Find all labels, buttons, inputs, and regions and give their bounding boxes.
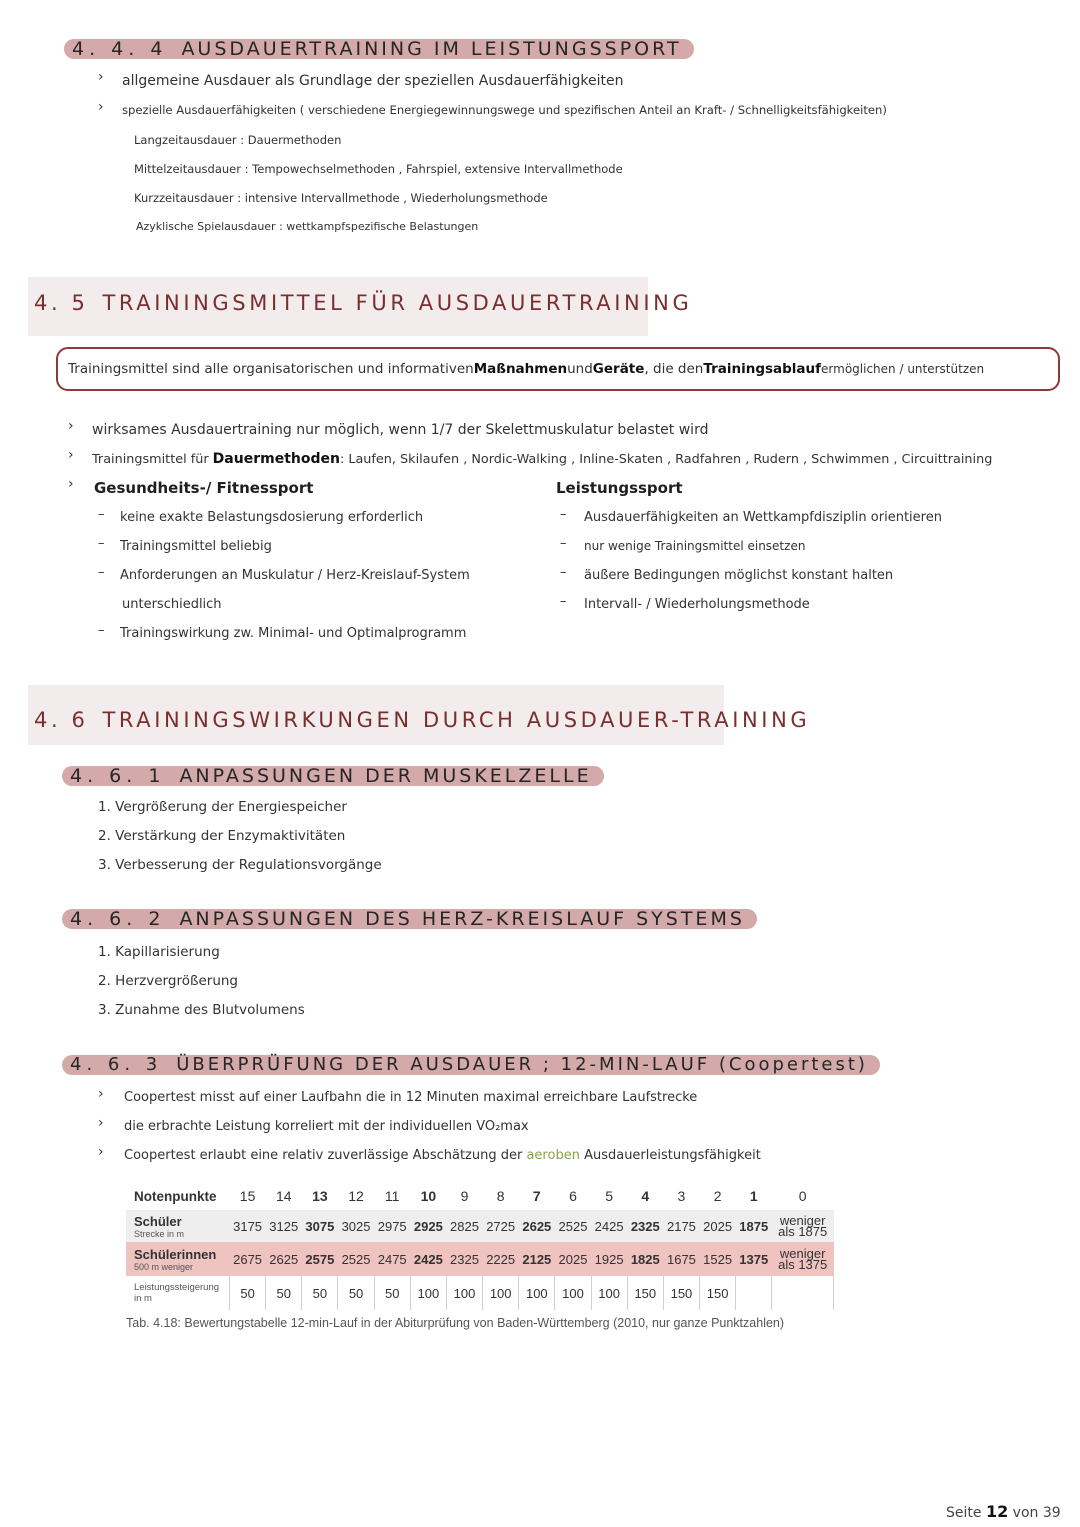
row-label-main: Schüler xyxy=(134,1213,182,1229)
table-cell: 50 xyxy=(230,1276,266,1310)
page-label: Seite xyxy=(946,1505,982,1521)
table-cell: 2525 xyxy=(338,1242,374,1276)
table-cell: 2725 xyxy=(483,1210,519,1242)
table-cell: 2525 xyxy=(555,1210,591,1242)
table-cell: 10 xyxy=(420,1188,437,1204)
cell-line: weniger xyxy=(779,1213,826,1228)
dash-marker-icon: – xyxy=(560,594,567,609)
bullet-text: spezielle Ausdauerfähigkeiten ( verschiedene Energiegewinnungswege und spezifischen Anteil an Kraft- / Schnelligkeitsfähigkeiten) xyxy=(122,103,887,117)
list-item: Trainingswirkung zw. Minimal- und Optimalprogramm xyxy=(120,626,467,641)
table-cell: 2575 xyxy=(302,1242,338,1276)
list-item: Trainingsmittel beliebig xyxy=(120,539,272,554)
table-cell: 150 xyxy=(700,1276,736,1310)
table-cell xyxy=(736,1276,772,1310)
list-item: 3. Zunahme des Blutvolumens xyxy=(98,1002,305,1018)
table-cell: 2625 xyxy=(519,1210,555,1242)
table-cell: 14 xyxy=(275,1188,292,1204)
section-title: ANPASSUNGEN DES HERZ-KREISLAUF SYSTEMS xyxy=(179,908,745,930)
table-cell: 13 xyxy=(312,1188,328,1204)
section-heading-box-4-5 xyxy=(28,277,693,336)
highlighted-word: aeroben xyxy=(526,1148,580,1163)
list-item: äußere Bedingungen möglichst konstant halten xyxy=(584,568,894,583)
table-cell: 100 xyxy=(519,1276,555,1310)
bullet-marker-icon: › xyxy=(98,99,104,115)
scoring-table-figure xyxy=(126,1182,834,1330)
table-cell: 100 xyxy=(410,1276,446,1310)
table-cell: 2125 xyxy=(519,1242,555,1276)
table-row xyxy=(126,1242,834,1276)
bullet-keyword: Dauermethoden xyxy=(212,451,340,467)
section-title: ÜBERPRÜFUNG DER AUSDAUER ; 12-MIN-LAUF (Coopertest) xyxy=(176,1054,868,1075)
table-cell: 0 xyxy=(798,1188,807,1204)
table-cell: 2625 xyxy=(266,1242,302,1276)
table-cell: 2325 xyxy=(627,1210,663,1242)
table-header-row xyxy=(126,1182,834,1210)
table-cell: 3125 xyxy=(266,1210,302,1242)
row-label-main: Schülerinnen xyxy=(134,1246,217,1262)
list-item: 1. Vergrößerung der Energiespeicher xyxy=(98,799,347,815)
table-cell: 2675 xyxy=(230,1242,266,1276)
definition-text: Trainingsmittel sind alle organisatorischen und informativen xyxy=(68,361,474,377)
table-cell: 100 xyxy=(591,1276,627,1310)
row-label-sub: Strecke in m xyxy=(134,1228,185,1239)
table-cell: 150 xyxy=(663,1276,699,1310)
section-heading xyxy=(34,708,810,732)
list-item: Mittelzeitausdauer : Tempowechselmethoden , Fahrspiel, extensive Intervallmethode xyxy=(134,162,623,176)
definition-text: und xyxy=(567,361,593,377)
bullet-text: die erbrachte Leistung korreliert mit der individuellen VO₂max xyxy=(124,1119,529,1134)
table-cell: 100 xyxy=(446,1276,482,1310)
bullet-marker-icon: › xyxy=(98,1144,104,1160)
list-item: Azyklische Spielausdauer : wettkampfspezifische Belastungen xyxy=(136,220,479,233)
table-cell: 6 xyxy=(569,1188,577,1204)
section-number: 4. 5 xyxy=(34,291,89,315)
table-cell: 9 xyxy=(460,1188,469,1204)
bullet-marker-icon: › xyxy=(98,1086,104,1102)
section-number: 4. 6. 3 xyxy=(70,1054,163,1075)
table-cell: 12 xyxy=(348,1188,364,1204)
table-cell: 2225 xyxy=(483,1242,519,1276)
dash-marker-icon: – xyxy=(98,507,105,522)
section-heading-box-4-6 xyxy=(28,685,811,745)
list-item: 1. Kapillarisierung xyxy=(98,944,220,960)
table-cell xyxy=(772,1276,834,1310)
table-cell: 1525 xyxy=(700,1242,736,1276)
table-cell: 2025 xyxy=(555,1242,591,1276)
definition-keyword: Trainingsablauf xyxy=(703,361,822,377)
table-cell: 3175 xyxy=(230,1210,266,1242)
list-item: Ausdauerfähigkeiten an Wettkampfdisziplin orientieren xyxy=(584,510,942,525)
cell-line: als 1375 xyxy=(778,1257,828,1272)
list-item: Anforderungen an Muskulatur / Herz-Kreislauf-System xyxy=(120,568,470,583)
section-number: 4. 4. 4 xyxy=(72,38,168,60)
table-cell: 11 xyxy=(384,1188,400,1204)
bullet-marker-icon: › xyxy=(98,69,104,85)
table-cell: 2975 xyxy=(374,1210,410,1242)
row-label: Notenpunkte xyxy=(134,1188,217,1204)
section-title: TRAININGSMITTEL FÜR AUSDAUERTRAINING xyxy=(102,291,693,315)
bullet-text-part: : Laufen, Skilaufen , Nordic-Walking , Inline-Skaten , Radfahren , Rudern , Schwimmen , Circuittraining xyxy=(339,452,993,467)
bullet-text xyxy=(124,1148,761,1163)
definition-text: , die den xyxy=(644,361,704,377)
table-cell: 2425 xyxy=(410,1242,446,1276)
table-row xyxy=(126,1210,834,1242)
list-item: 3. Verbesserung der Regulationsvorgänge xyxy=(98,857,382,873)
section-heading xyxy=(34,291,692,315)
row-label xyxy=(126,1276,230,1310)
list-item: Kurzzeitausdauer : intensive Intervallmethode , Wiederholungsmethode xyxy=(134,191,548,205)
table-cell: 100 xyxy=(483,1276,519,1310)
table-cell: 2025 xyxy=(700,1210,736,1242)
column-heading-right: Leistungssport xyxy=(556,479,683,497)
dash-marker-icon: – xyxy=(98,565,105,580)
subsection-heading-4-4-4 xyxy=(64,39,694,59)
section-number: 4. 6 xyxy=(34,708,89,732)
table-cell: 3 xyxy=(677,1188,686,1204)
section-number: 4. 6. 1 xyxy=(70,765,166,787)
table-cell: 2 xyxy=(713,1188,722,1204)
table-cell: 1375 xyxy=(736,1242,772,1276)
bullet-text: Coopertest misst auf einer Laufbahn die in 12 Minuten maximal erreichbare Laufstrecke xyxy=(124,1090,698,1105)
table-cell xyxy=(772,1242,834,1276)
section-title: ANPASSUNGEN DER MUSKELZELLE xyxy=(179,765,592,787)
table-cell: 7 xyxy=(532,1188,541,1204)
table-caption: Tab. 4.18: Bewertungstabelle 12-min-Lauf in der Abiturprüfung von Baden-Württemberg (2010, nur ganze Punktzahlen) xyxy=(126,1316,785,1330)
definition-keyword: Maßnahmen xyxy=(473,361,568,377)
table-cell: 50 xyxy=(302,1276,338,1310)
section-title: TRAININGSWIRKUNGEN DURCH AUSDAUER-TRAINING xyxy=(102,708,811,732)
column-heading-left: Gesundheits-/ Fitnessport xyxy=(94,479,314,497)
table-cell: 5 xyxy=(605,1188,614,1204)
list-item-continuation: unterschiedlich xyxy=(122,597,222,612)
table-cell: 50 xyxy=(374,1276,410,1310)
list-item: 2. Herzvergrößerung xyxy=(98,973,238,989)
dash-marker-icon: – xyxy=(560,536,567,551)
table-cell: 2175 xyxy=(663,1210,699,1242)
bullet-marker-icon: › xyxy=(68,476,74,492)
dash-marker-icon: – xyxy=(560,507,567,522)
row-label-sub: in m xyxy=(134,1293,152,1304)
list-item: 2. Verstärkung der Enzymaktivitäten xyxy=(98,828,346,844)
subsection-heading-4-6-2 xyxy=(62,909,757,929)
bullet-text-part: Ausdauerleistungsfähigkeit xyxy=(579,1148,761,1163)
table-cell: 2475 xyxy=(374,1242,410,1276)
table-cell: 1825 xyxy=(627,1242,663,1276)
table-cell: 2925 xyxy=(410,1210,446,1242)
row-label-sub: Leistungssteigerung xyxy=(134,1282,220,1293)
definition-box xyxy=(56,347,1060,391)
subsection-heading-4-6-3 xyxy=(62,1055,880,1075)
row-label-sub: 500 m weniger xyxy=(134,1261,194,1272)
list-item: Intervall- / Wiederholungsmethode xyxy=(584,597,810,612)
current-page: 12 xyxy=(985,1502,1009,1521)
table-cell: 15 xyxy=(239,1188,256,1204)
table-cell: 50 xyxy=(338,1276,374,1310)
list-item: nur wenige Trainingsmittel einsetzen xyxy=(584,539,806,553)
table-cell: 4 xyxy=(641,1188,650,1204)
cell-line: weniger xyxy=(779,1246,826,1261)
section-title: AUSDAUERTRAINING IM LEISTUNGSSPORT xyxy=(181,38,682,60)
table-cell: 3075 xyxy=(302,1210,338,1242)
bullet-marker-icon: › xyxy=(98,1115,104,1131)
row-label xyxy=(126,1210,230,1242)
dash-marker-icon: – xyxy=(98,536,105,551)
subsection-heading-4-6-1 xyxy=(62,766,604,786)
table-cell xyxy=(772,1210,834,1242)
definition-keyword: Geräte xyxy=(592,361,645,377)
table-cell: 8 xyxy=(496,1188,505,1204)
table-cell: 50 xyxy=(266,1276,302,1310)
table-cell: 1925 xyxy=(591,1242,627,1276)
dash-marker-icon: – xyxy=(98,623,105,638)
definition-text: ermöglichen / unterstützen xyxy=(821,362,985,376)
table-cell: 100 xyxy=(555,1276,591,1310)
table-cell: 2825 xyxy=(446,1210,482,1242)
table-row xyxy=(126,1276,834,1310)
scoring-table xyxy=(126,1182,834,1310)
table-cell: 2425 xyxy=(591,1210,627,1242)
bullet-marker-icon: › xyxy=(68,447,74,463)
bullet-text: allgemeine Ausdauer als Grundlage der speziellen Ausdauerfähigkeiten xyxy=(122,73,624,89)
bullet-text-part: Trainingsmittel für xyxy=(92,452,213,467)
page-number xyxy=(946,1502,1061,1521)
row-label xyxy=(126,1242,230,1276)
table-cell: 1 xyxy=(749,1188,758,1204)
bullet-text-part: Coopertest erlaubt eine relativ zuverlässige Abschätzung der xyxy=(124,1148,527,1163)
bullet-text xyxy=(92,451,992,467)
table-cell: 1675 xyxy=(663,1242,699,1276)
list-item: keine exakte Belastungsdosierung erforderlich xyxy=(120,510,424,525)
list-item: Langzeitausdauer : Dauermethoden xyxy=(134,133,342,147)
page-total: von 39 xyxy=(1012,1505,1061,1521)
dash-marker-icon: – xyxy=(560,565,567,580)
cell-line: als 1875 xyxy=(778,1224,828,1239)
table-cell: 150 xyxy=(627,1276,663,1310)
bullet-marker-icon: › xyxy=(68,418,74,434)
section-number: 4. 6. 2 xyxy=(70,908,166,930)
table-cell: 2325 xyxy=(446,1242,482,1276)
bullet-text: wirksames Ausdauertraining nur möglich, wenn 1/7 der Skelettmuskulatur belastet wird xyxy=(92,422,709,438)
table-cell: 1875 xyxy=(736,1210,772,1242)
table-cell: 3025 xyxy=(338,1210,374,1242)
